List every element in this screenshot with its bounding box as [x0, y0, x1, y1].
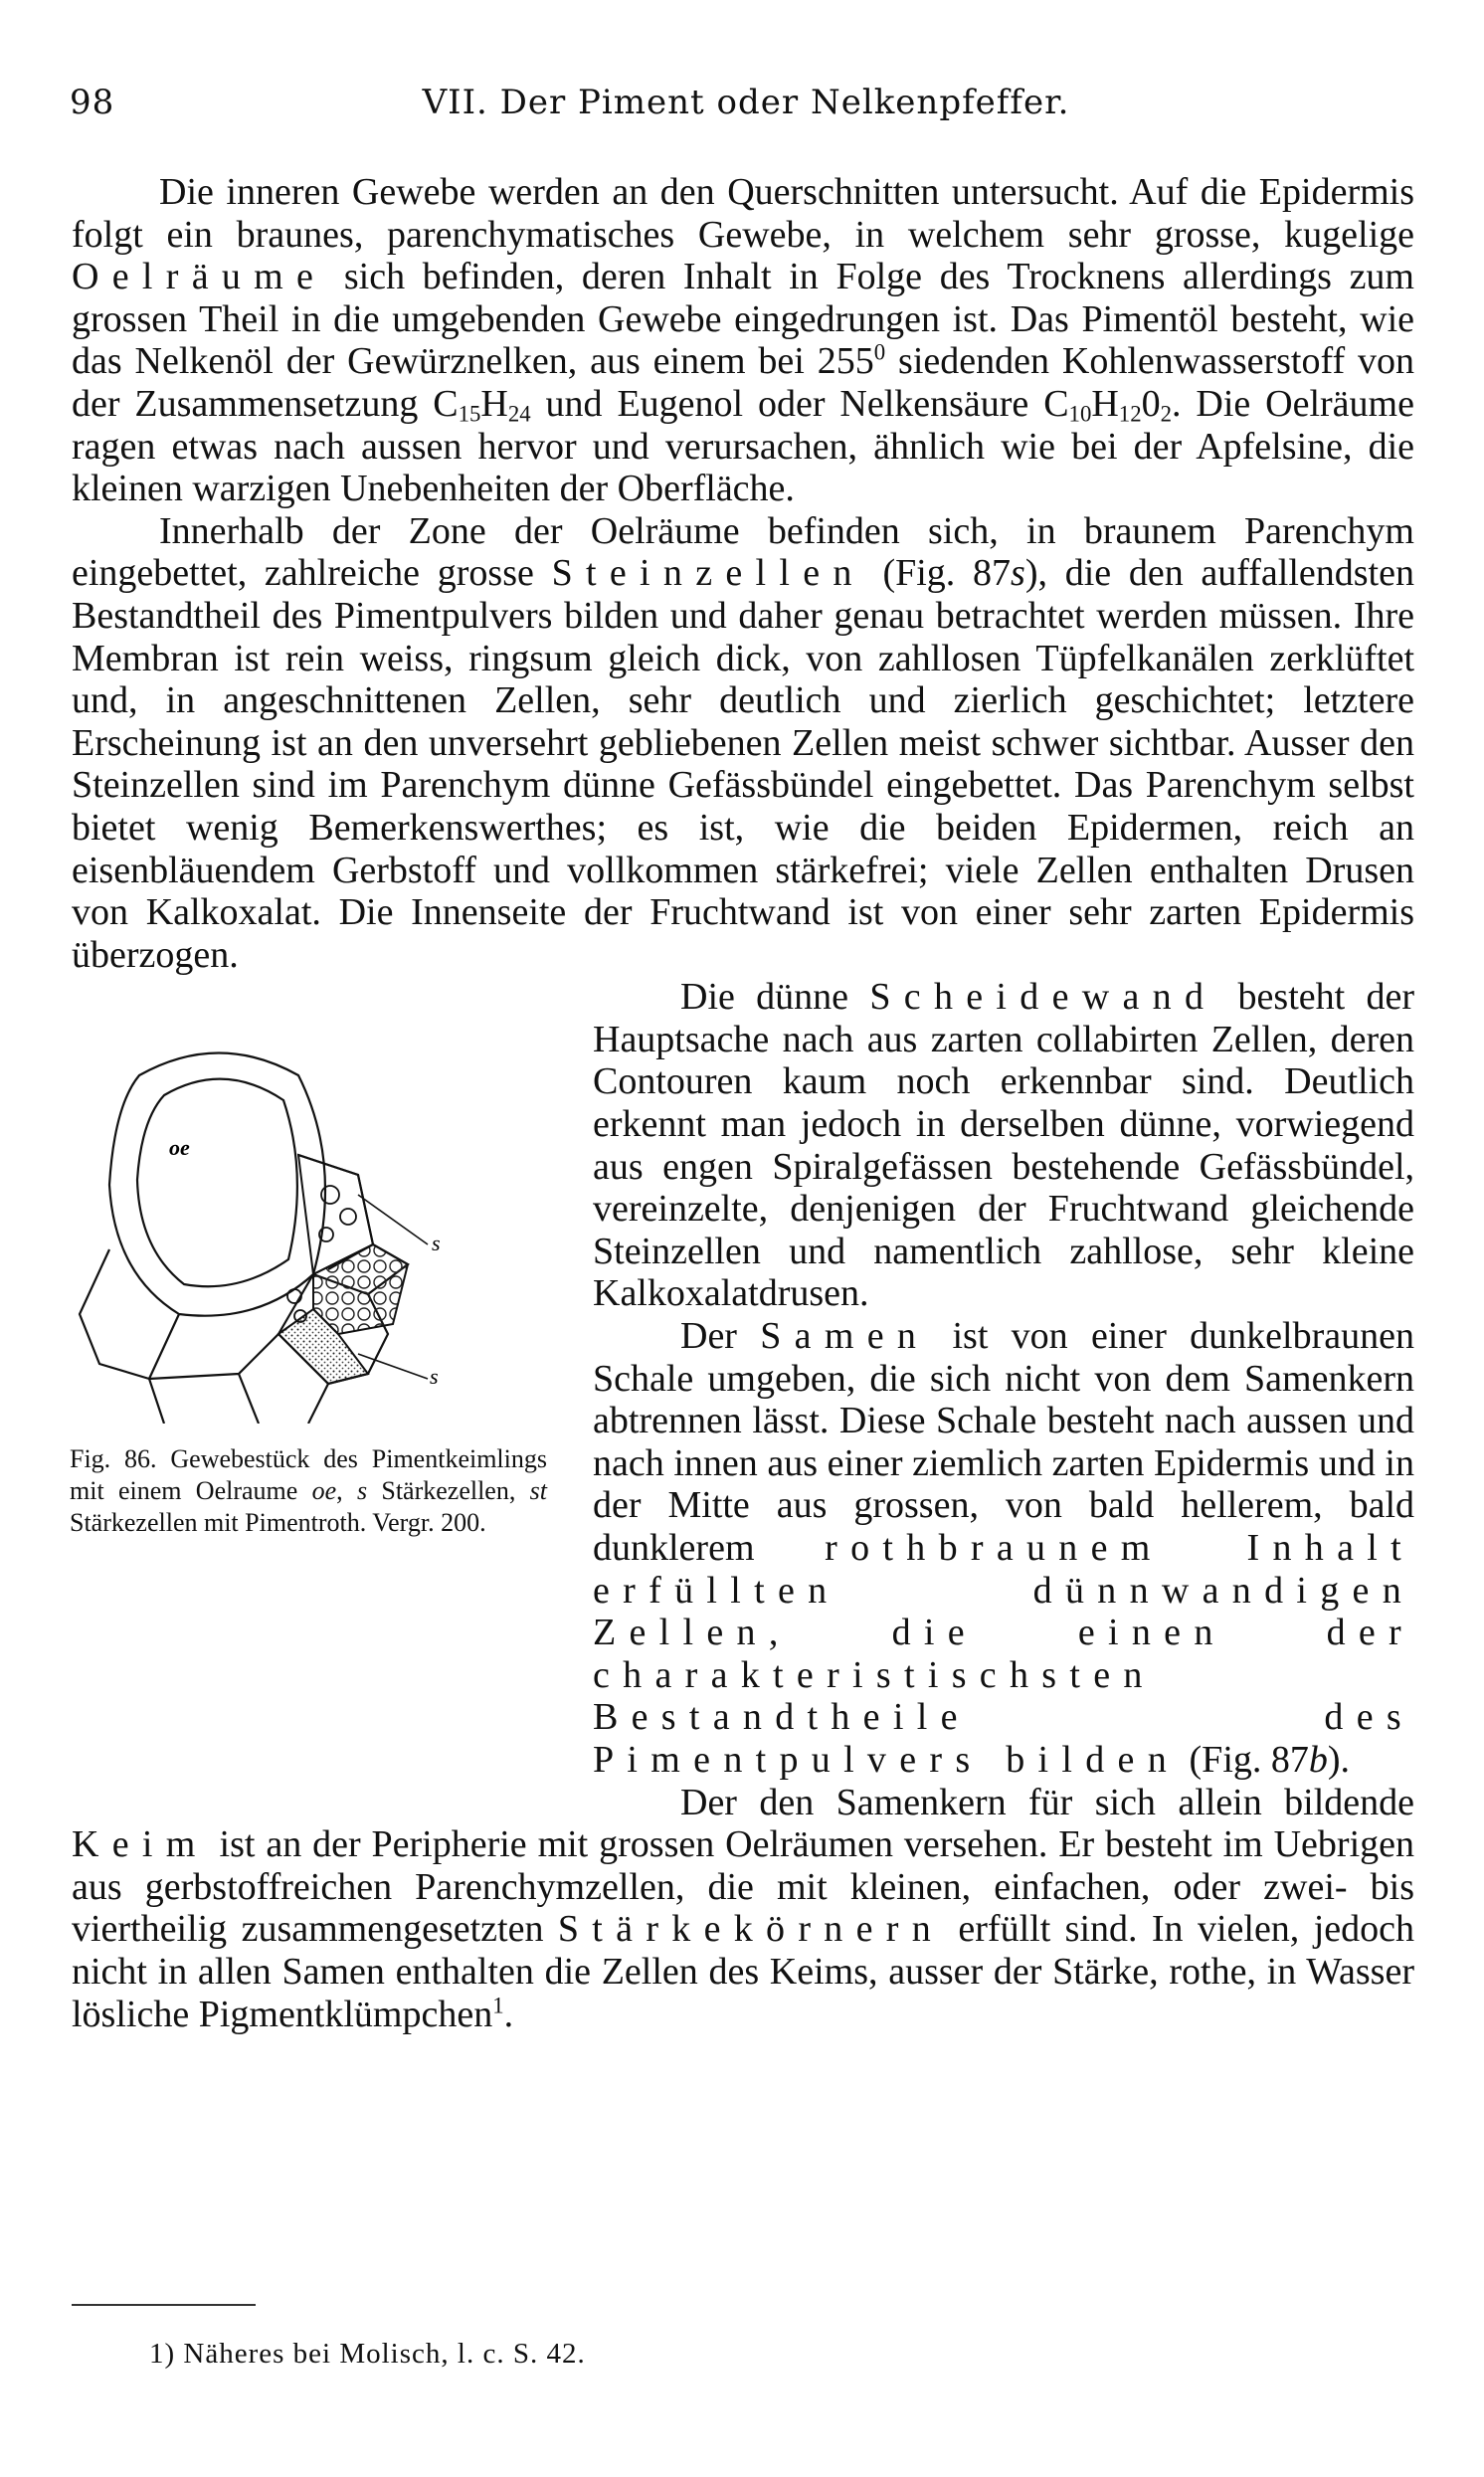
tissue-drawing: [70, 1036, 547, 1424]
footnote: 1) Näheres bei Molisch, l. c. S. 42.: [149, 2338, 586, 2370]
paragraph-3: Die dünne Scheidewand besteht der Hauptsache nach aus zarten collabirten Zellen, deren Contouren kaum noch erkennbar sind. Deutlich erkennt man jedoch in derselben dünne, vorwiegend aus engen Spiralgefässen bestehende Gefässbündel, vereinzelte, denjenigen der Fruchtwand gleichende Steinzellen und namentlich zahllose, sehr kleine Kalkoxalatdrusen.: [593, 976, 1415, 1315]
spaced-term: Steinzellen: [551, 552, 865, 595]
spaced-phrase: rothbraunem Inhalt erfüllten dünnwandigen Zellen, die einen der charakteristischsten Bestandtheile des Pimentpulvers bilden: [593, 1527, 1414, 1781]
running-head: [70, 78, 1422, 127]
spaced-term: Stärkekörnern: [557, 1908, 945, 1951]
figure-caption: Fig. 86. Gewebestück des Pimentkeimlings mit einem Oelraume oe, s Stärkezellen, st Stärkezellen mit Pimentroth. Vergr. 200.: [70, 1444, 547, 1538]
label-oe: oe: [169, 1135, 190, 1161]
paragraph-5: Der den Samenkern für sich allein bildende Keim ist an der Peripherie mit grossen Oelräumen versehen. Er besteht im Uebrigen aus gerbstoffreichen Parenchymzellen, die mit kleinen, einfachen, oder zwei- bis viertheilig zusammengesetzten Stärkekörnern erfüllt sind. In vielen, jedoch nicht in allen Samen enthalten die Zellen des Keims, ausser der Stärke, rothe, in Wasser lösliche Pigmentklümpchen$^1$.: [72, 1781, 1414, 2035]
paragraph-2: Innerhalb der Zone der Oelräume befinden sich, in braunem Parenchym eingebettet, zahlreiche grosse Steinzellen (Fig. 87s), die den auffallendsten Bestandtheil des Pimentpulvers bilden und daher genau betrachtet werden müssen. Ihre Membran ist rein weiss, ringsum gleich dick, von zahllosen Tüpfelkanälen zerklüftet und, in angeschnittenen Zellen, sehr deutlich und zierlich geschichtet; letztere Erscheinung ist an den unversehrt gebliebenen Zellen meist schwer sichtbar. Ausser den Steinzellen sind im Parenchym dünne Gefässbündel eingebettet. Das Parenchym selbst bietet wenig Bemerkenswerthes; es ist, wie die beiden Epidermen, reich an eisenbläuendem Gerbstoff und vollkommen stärkefrei; viele Zellen enthalten Drusen von Kalkoxalat. Die Innenseite der Fruchtwand ist von einer sehr zarten Epidermis überzogen.: [72, 509, 1414, 976]
page-number: 98: [70, 83, 115, 122]
paragraph-4: Der Samen ist von einer dunkelbraunen Schale umgeben, die sich nicht von dem Samenkern abtrennen lässt. Diese Schale besteht nach aussen und nach innen aus einer ziemlich zarten Epidermis und in der Mitte aus grossen, von bald hellerem, bald dunklerem rothbraunem Inhalt erfüllten dünnwandigen Zellen, die einen der charakteristischsten Bestandtheile des Pimentpulvers bilden (Fig. 87b).: [593, 1315, 1414, 1781]
spaced-term: Scheidewand: [869, 976, 1217, 1019]
oil-cell-inner: [137, 1079, 297, 1287]
running-title: VII. Der Piment oder Nelkenpfeffer.: [422, 83, 1070, 122]
paragraph-1: Die inneren Gewebe werden an den Querschnitten untersucht. Auf die Epidermis folgt ein braunes, parenchymatisches Gewebe, in welchem sehr grosse, kugelige Oelräume sich befinden, deren Inhalt in Folge des Trocknens allerdings zum grossen Theil in die umgebenden Gewebe eingedrungen ist. Das Pimentöl besteht, wie das Nelkenöl der Gewürznelken, aus einem bei $255^0$ siedenden Kohlenwasserstoff von der Zusammensetzung $C_{15}H_{24}$ und Eugenol oder Nelkensäure $C_{10}H_{12}0_2$. Die Oelräume ragen etwas nach aussen hervor und verursachen, ähnlich wie bei der Apfelsine, die kleinen warzigen Unebenheiten der Oberfläche.: [72, 171, 1415, 510]
starch-cells: [313, 1244, 408, 1334]
body-text: [72, 171, 1414, 2035]
spaced-term: Samen: [760, 1315, 930, 1358]
oil-cell-outer: [109, 1053, 325, 1316]
spaced-term: Oelräume: [72, 256, 327, 298]
label-st: s: [430, 1364, 439, 1390]
footnote-ref: 1: [492, 1992, 504, 2017]
spaced-term: Keim: [72, 1823, 209, 1866]
figure-86: [70, 976, 557, 1802]
label-s: s: [432, 1231, 441, 1256]
footnote-rule: [72, 2304, 256, 2306]
